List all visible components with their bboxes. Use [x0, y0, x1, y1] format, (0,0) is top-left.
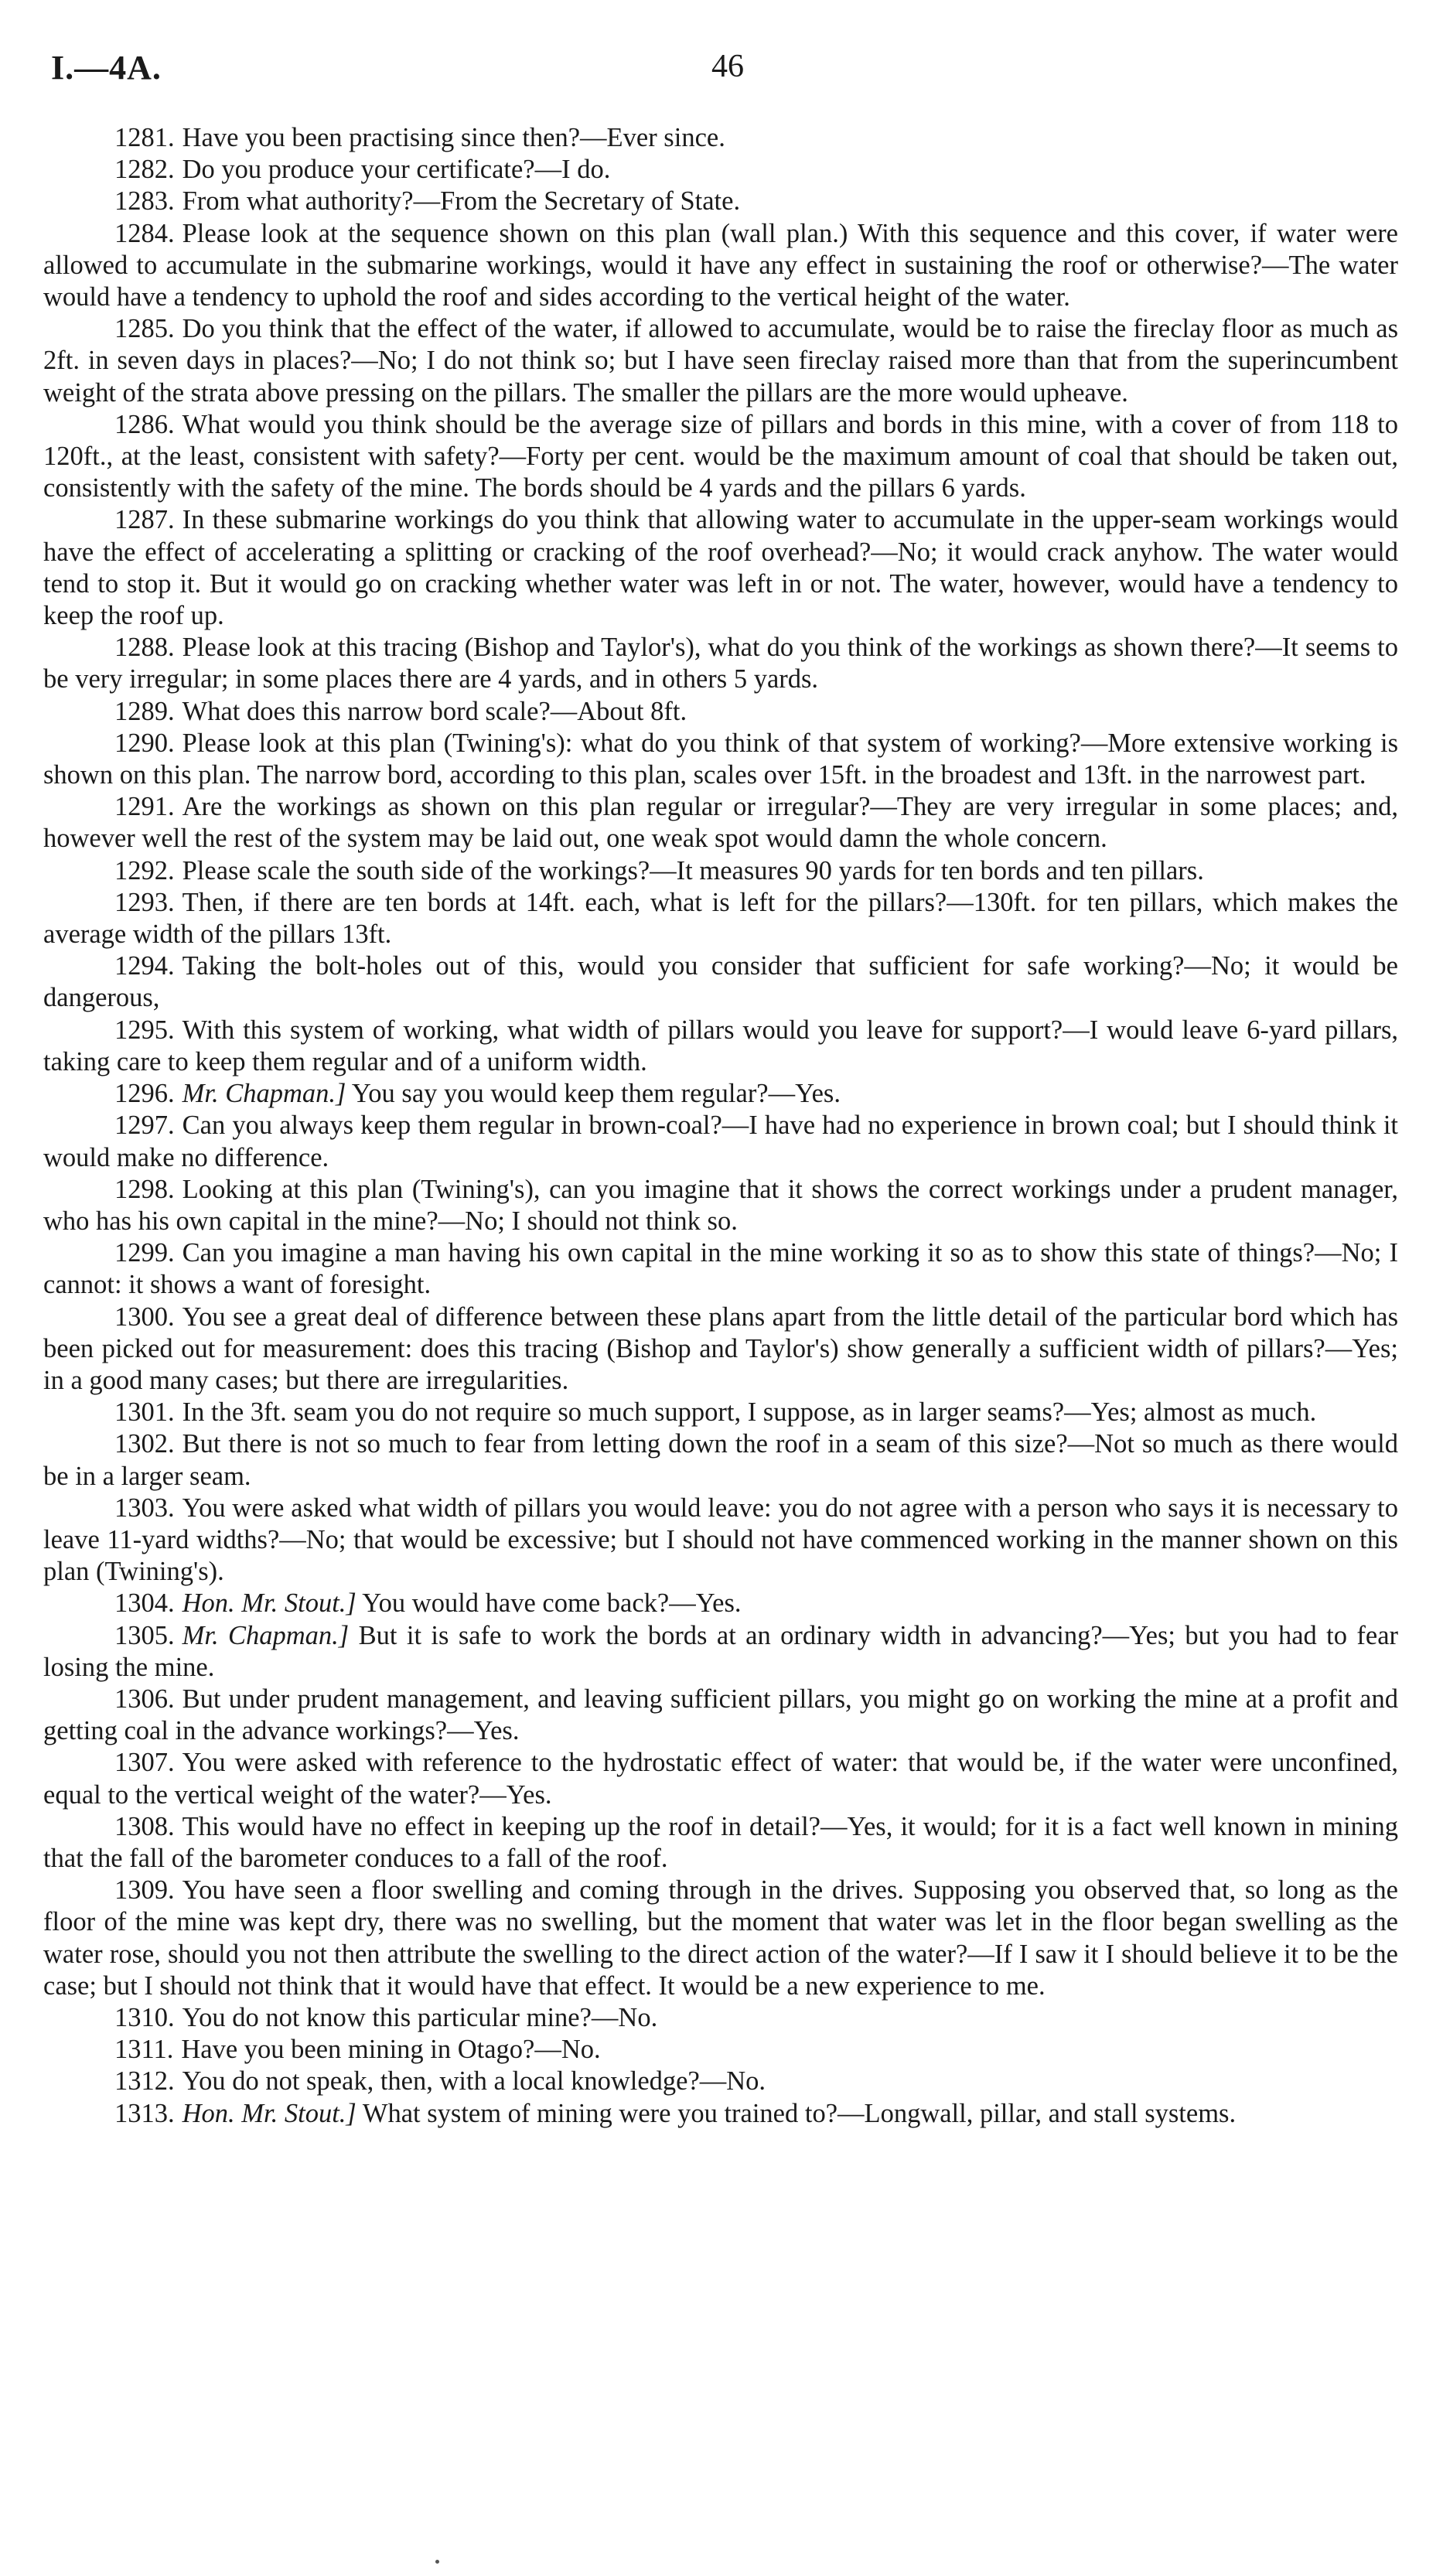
- question-number: 1296.: [114, 1079, 175, 1109]
- question-1309: [43, 1875, 1398, 2002]
- question-1283: [43, 186, 1398, 217]
- question-number: 1308.: [114, 1811, 175, 1841]
- speaker: Mr. Chapman.]: [182, 1079, 346, 1109]
- question-number: 1284.: [114, 218, 175, 248]
- question-text: What would you think should be the average size of pillars and bords in this mine, with a cover of from 118 to 120ft., at the least, consistent with safety?—Forty per cent. would be the maximum amount of coal that should be taken out, consistently with the safety of the mine. The bords should be 4 yards and the pillars 6 yards.: [43, 409, 1398, 503]
- question-number: 1309.: [114, 1875, 175, 1906]
- question-number: 1313.: [114, 2098, 175, 2128]
- question-text: You see a great deal of difference between these plans apart from the little detail of the particular bord which has been picked out for measurement: does this tracing (Bishop and Taylor's) show generally a sufficient width of pillars?—Yes; in a good many cases; but there are irregularities.: [43, 1302, 1398, 1395]
- question-1297: [43, 1110, 1398, 1173]
- question-1285: [43, 313, 1398, 409]
- question-number: 1305.: [114, 1620, 175, 1650]
- question-number: 1287.: [114, 505, 175, 535]
- question-1305: [43, 1620, 1398, 1684]
- question-text: Do you produce your certificate?—I do.: [182, 155, 611, 185]
- question-1292: [43, 855, 1398, 887]
- question-number: 1310.: [114, 2002, 175, 2032]
- question-number: 1304.: [114, 1588, 175, 1619]
- question-number: 1311.: [114, 2035, 174, 2065]
- question-text: You do not know this particular mine?—No.: [182, 2002, 658, 2032]
- question-text: Please look at this tracing (Bishop and Taylor's), what do you think of the workings as shown there?—It seems to be very irregular; in some places there are 4 yards, and in others 5 yards.: [43, 633, 1398, 694]
- question-text: Taking the bolt-holes out of this, would you consider that sufficient for safe working?—No; it would be dangerous,: [43, 951, 1398, 1013]
- question-1290: [43, 728, 1398, 791]
- question-number: 1303.: [114, 1493, 175, 1523]
- page-header: [51, 48, 1404, 94]
- question-number: 1300.: [114, 1302, 175, 1332]
- question-1312: [43, 2066, 1398, 2097]
- question-1295: [43, 1015, 1398, 1078]
- question-number: 1298.: [114, 1174, 175, 1204]
- question-number: 1290.: [114, 728, 175, 758]
- question-number: 1299.: [114, 1238, 175, 1268]
- question-number: 1282.: [114, 155, 175, 185]
- question-1300: [43, 1302, 1398, 1397]
- question-number: 1302.: [114, 1429, 175, 1459]
- question-1310: [43, 2002, 1398, 2034]
- question-text: Can you always keep them regular in brown-coal?—I have had no experience in brown coal; but I should think it would make no difference.: [43, 1111, 1398, 1172]
- question-text: Have you been mining in Otago?—No.: [181, 2035, 601, 2065]
- question-text: Then, if there are ten bords at 14ft. each, what is left for the pillars?—130ft. for ten pillars, which makes the average width of the pillars 13ft.: [43, 887, 1398, 950]
- question-text: But there is not so much to fear from letting down the roof in a seam of this size?—Not so much as there would be in a larger seam.: [43, 1429, 1398, 1491]
- question-number: 1283.: [114, 186, 175, 217]
- evidence-body: [43, 122, 1398, 2130]
- question-text: In these submarine workings do you think that allowing water to accumulate in the upper-seam workings would have the effect of accelerating a splitting or cracking of the roof overhead?—No; it would crack anyhow. The water would tend to stop it. But it would go on cracking whether water was left in or not. The water, however, would have a tendency to keep the roof up.: [43, 505, 1398, 631]
- question-number: 1286.: [114, 409, 175, 439]
- print-speck: [435, 2560, 439, 2564]
- question-text: But under prudent management, and leaving sufficient pillars, you might go on working the mine at a profit and getting coal in the advance workings?—Yes.: [43, 1684, 1398, 1746]
- question-text: You do not speak, then, with a local knowledge?—No.: [182, 2066, 766, 2097]
- question-1303: [43, 1493, 1398, 1588]
- question-1304: [43, 1588, 1398, 1619]
- question-number: 1289.: [114, 696, 175, 726]
- question-1298: [43, 1174, 1398, 1237]
- question-number: 1301.: [114, 1397, 175, 1428]
- question-number: 1293.: [114, 887, 175, 917]
- question-number: 1288.: [114, 633, 175, 663]
- question-text: Looking at this plan (Twining's), can you imagine that it shows the correct workings under a prudent manager, who has his own capital in the mine?—No; I should not think so.: [43, 1174, 1398, 1236]
- document-reference: I.—4A.: [51, 49, 162, 87]
- question-text: You say you would keep them regular?—Yes.: [351, 1079, 841, 1109]
- question-1296: [43, 1078, 1398, 1110]
- page-number: 46: [711, 49, 744, 84]
- question-number: 1294.: [114, 951, 175, 981]
- question-number: 1295.: [114, 1015, 175, 1045]
- speaker: Hon. Mr. Stout.]: [182, 2098, 356, 2128]
- question-1302: [43, 1428, 1398, 1492]
- speaker: Mr. Chapman.]: [182, 1620, 350, 1650]
- question-text: Do you think that the effect of the water, if allowed to accumulate, would be to raise the fireclay floor as much as 2ft. in seven days in places?—No; I do not think so; but I have seen fireclay raised more than that from the superincumbent weight of the strata above pressing on the pillars. The smaller the pillars are the more would upheave.: [43, 314, 1398, 408]
- question-text: Please look at the sequence shown on this plan (wall plan.) With this sequence and this cover, if water were allowed to accumulate in the submarine workings, would it have any effect in sustaining the roof or otherwise?—The water would have a tendency to uphold the roof and sides according to the vertical height of the water.: [43, 218, 1398, 312]
- question-text: What system of mining were you trained to?—Longwall, pillar, and stall systems.: [362, 2098, 1237, 2128]
- question-1291: [43, 791, 1398, 855]
- question-number: 1297.: [114, 1111, 175, 1141]
- question-text: Can you imagine a man having his own capital in the mine working it so as to show this state of things?—No; I cannot: it shows a want of foresight.: [43, 1238, 1398, 1300]
- question-1288: [43, 632, 1398, 695]
- question-text: You would have come back?—Yes.: [362, 1588, 742, 1619]
- question-number: 1281.: [114, 123, 175, 152]
- speaker: Hon. Mr. Stout.]: [182, 1588, 356, 1619]
- question-number: 1292.: [114, 855, 175, 885]
- question-1286: [43, 409, 1398, 505]
- question-number: 1306.: [114, 1684, 175, 1714]
- question-text: Please scale the south side of the workings?—It measures 90 yards for ten bords and ten pillars.: [182, 855, 1204, 885]
- question-text: In the 3ft. seam you do not require so much support, I suppose, as in larger seams?—Yes; almost as much.: [182, 1397, 1317, 1428]
- question-1299: [43, 1237, 1398, 1301]
- question-text: You were asked with reference to the hydrostatic effect of water: that would be, if the water were unconfined, equal to the vertical weight of the water?—Yes.: [43, 1748, 1398, 1810]
- question-text: Are the workings as shown on this plan regular or irregular?—They are very irregular in some places; and, however well the rest of the system may be laid out, one weak spot would damn the whole concern.: [43, 792, 1398, 854]
- question-1284: [43, 218, 1398, 314]
- question-number: 1312.: [114, 2066, 175, 2097]
- question-1301: [43, 1397, 1398, 1428]
- question-text: You have seen a floor swelling and coming through in the drives. Supposing you observed that, so long as the floor of the mine was kept dry, there was no swelling, but the moment that water was let in the floor began swelling as the water rose, should you not then attribute the swelling to the direct action of the water?—If I saw it I should believe it to be the case; but I should not think that it would have that effect. It would be a new experience to me.: [43, 1875, 1398, 2001]
- question-1289: [43, 696, 1398, 728]
- question-number: 1285.: [114, 314, 175, 344]
- question-text: With this system of working, what width of pillars would you leave for support?—I would leave 6-yard pillars, taking care to keep them regular and of a uniform width.: [43, 1015, 1398, 1076]
- question-text: Have you been practising since then?—Ever since.: [182, 123, 725, 152]
- question-number: 1291.: [114, 792, 175, 822]
- question-1313: [43, 2098, 1398, 2130]
- question-text: This would have no effect in keeping up the roof in detail?—Yes, it would; for it is a fact well known in mining that the fall of the barometer conduces to a fall of the roof.: [43, 1811, 1398, 1873]
- question-text: What does this narrow bord scale?—About 8ft.: [182, 696, 687, 726]
- question-1311: [43, 2034, 1398, 2066]
- question-text: You were asked what width of pillars you would leave: you do not agree with a person who says it is necessary to leave 11-yard widths?—No; that would be excessive; but I should not have commenced working in the manner shown on this plan (Twining's).: [43, 1493, 1398, 1587]
- question-text: But it is safe to work the bords at an ordinary width in advancing?—Yes; but you had to fear losing the mine.: [43, 1620, 1399, 1682]
- question-1307: [43, 1747, 1398, 1810]
- question-text: From what authority?—From the Secretary of State.: [182, 186, 741, 217]
- question-1282: [43, 154, 1398, 186]
- question-1306: [43, 1684, 1398, 1747]
- question-1294: [43, 950, 1398, 1014]
- question-1308: [43, 1811, 1398, 1875]
- question-1293: [43, 887, 1398, 950]
- question-1281: [43, 122, 1398, 154]
- question-text: Please look at this plan (Twining's): what do you think of that system of working?—More extensive working is shown on this plan. The narrow bord, according to this plan, scales over 15ft. in the broadest and 13ft. in the narrowest part.: [43, 728, 1398, 790]
- question-number: 1307.: [114, 1748, 175, 1778]
- question-1287: [43, 504, 1398, 632]
